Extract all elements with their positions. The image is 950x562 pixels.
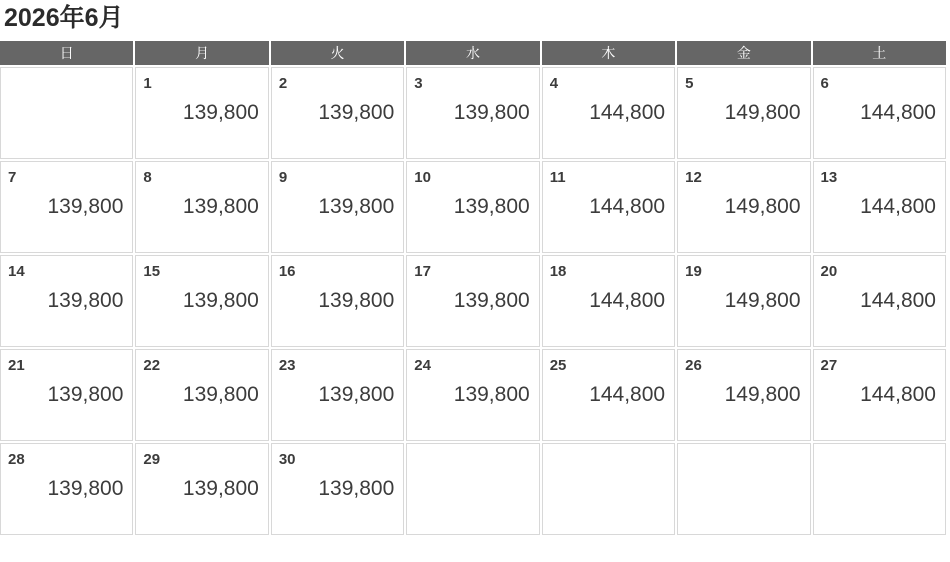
day-price: 139,800 xyxy=(47,195,124,218)
calendar-day-cell[interactable] xyxy=(813,349,946,441)
calendar-day-cell[interactable] xyxy=(271,443,404,535)
day-price: 144,800 xyxy=(860,101,936,124)
day-price: 139,800 xyxy=(318,289,395,312)
day-number: 27 xyxy=(820,357,838,374)
calendar-day-cell[interactable] xyxy=(0,443,133,535)
day-price: 139,800 xyxy=(182,477,259,500)
day-number: 22 xyxy=(143,357,161,374)
weekday-header-row xyxy=(0,41,946,65)
day-number: 8 xyxy=(143,169,152,186)
day-price: 149,800 xyxy=(724,195,801,218)
day-price: 139,800 xyxy=(318,477,395,500)
day-number: 29 xyxy=(143,451,161,468)
day-price: 149,800 xyxy=(724,101,801,124)
calendar-day-cell[interactable] xyxy=(271,161,404,253)
day-number: 9 xyxy=(278,169,288,186)
calendar-day-cell[interactable] xyxy=(135,255,268,347)
calendar-day-cell[interactable] xyxy=(271,349,404,441)
day-number: 24 xyxy=(414,357,431,374)
day-number: 19 xyxy=(685,263,702,280)
weekday-header-sat: 土 xyxy=(813,41,946,65)
calendar-day-cell[interactable] xyxy=(271,67,404,159)
calendar-cell-empty xyxy=(0,67,133,159)
day-number: 11 xyxy=(549,169,566,186)
day-number: 13 xyxy=(820,169,838,186)
calendar-day-cell[interactable] xyxy=(542,67,675,159)
page-title: 2026年6月 xyxy=(4,4,124,32)
day-price: 139,800 xyxy=(318,383,395,406)
day-price: 139,800 xyxy=(182,101,259,124)
day-number: 2 xyxy=(278,75,288,92)
calendar-day-cell[interactable] xyxy=(0,349,133,441)
day-price: 139,800 xyxy=(182,383,259,406)
day-price: 144,800 xyxy=(860,289,936,312)
calendar-week-row xyxy=(0,161,946,253)
calendar-day-cell[interactable] xyxy=(813,67,946,159)
day-price: 144,800 xyxy=(589,101,666,124)
day-price: 144,800 xyxy=(860,383,936,406)
calendar-body xyxy=(0,67,946,535)
day-number: 17 xyxy=(414,263,431,280)
day-number: 23 xyxy=(278,357,296,374)
calendar-header-row xyxy=(0,41,946,65)
day-price: 149,800 xyxy=(724,383,801,406)
weekday-header-sun: 日 xyxy=(0,41,133,65)
calendar-cell-empty xyxy=(406,443,539,535)
calendar-week-row xyxy=(0,67,946,159)
calendar-day-cell[interactable] xyxy=(406,349,539,441)
day-number: 25 xyxy=(549,357,567,374)
day-price: 139,800 xyxy=(318,195,395,218)
calendar-week-row xyxy=(0,255,946,347)
calendar-week-row xyxy=(0,443,946,535)
calendar-day-cell[interactable] xyxy=(135,161,268,253)
weekday-header-mon: 月 xyxy=(135,41,268,65)
day-number: 1 xyxy=(143,75,152,92)
day-price: 139,800 xyxy=(453,195,530,218)
day-number: 18 xyxy=(549,263,567,280)
calendar-day-cell[interactable] xyxy=(406,161,539,253)
calendar-day-cell[interactable] xyxy=(0,255,133,347)
weekday-header-tue: 火 xyxy=(271,41,404,65)
day-number: 12 xyxy=(685,169,702,186)
weekday-header-wed: 水 xyxy=(406,41,539,65)
day-price: 139,800 xyxy=(47,477,124,500)
calendar-cell-empty xyxy=(542,443,675,535)
day-price: 144,800 xyxy=(589,195,666,218)
day-price: 139,800 xyxy=(453,383,530,406)
day-price: 139,800 xyxy=(453,101,530,124)
day-number: 4 xyxy=(549,75,559,92)
day-number: 15 xyxy=(143,263,161,280)
calendar-cell-empty xyxy=(677,443,810,535)
calendar-day-cell[interactable] xyxy=(271,255,404,347)
day-price: 139,800 xyxy=(182,195,259,218)
calendar-week-row xyxy=(0,349,946,441)
weekday-header-thu: 木 xyxy=(542,41,675,65)
calendar-day-cell[interactable] xyxy=(542,255,675,347)
day-number: 10 xyxy=(414,169,431,186)
calendar-day-cell[interactable] xyxy=(813,255,946,347)
calendar-day-cell[interactable] xyxy=(0,161,133,253)
day-price: 139,800 xyxy=(453,289,530,312)
day-number: 6 xyxy=(820,75,829,92)
day-number: 21 xyxy=(8,357,25,374)
calendar-day-cell[interactable] xyxy=(406,67,539,159)
calendar-day-cell[interactable] xyxy=(135,349,268,441)
day-number: 5 xyxy=(685,75,694,92)
weekday-header-fri: 金 xyxy=(677,41,810,65)
day-number: 26 xyxy=(685,357,702,374)
day-number: 14 xyxy=(8,263,25,280)
day-number: 30 xyxy=(278,451,296,468)
calendar-table xyxy=(0,39,948,537)
day-number: 3 xyxy=(414,75,423,92)
calendar-day-cell[interactable] xyxy=(677,255,810,347)
day-number: 7 xyxy=(8,169,17,186)
calendar-day-cell[interactable] xyxy=(677,161,810,253)
calendar-day-cell[interactable] xyxy=(135,67,268,159)
day-number: 16 xyxy=(278,263,296,280)
day-price: 144,800 xyxy=(860,195,936,218)
calendar-day-cell[interactable] xyxy=(406,255,539,347)
day-price: 139,800 xyxy=(182,289,259,312)
calendar-day-cell[interactable] xyxy=(677,349,810,441)
day-number: 28 xyxy=(8,451,25,468)
day-price: 144,800 xyxy=(589,289,666,312)
day-price: 144,800 xyxy=(589,383,666,406)
day-price: 139,800 xyxy=(47,289,124,312)
calendar-day-cell[interactable] xyxy=(677,67,810,159)
calendar-day-cell[interactable] xyxy=(813,161,946,253)
day-price: 139,800 xyxy=(318,101,395,124)
day-price: 149,800 xyxy=(724,289,801,312)
day-price: 139,800 xyxy=(47,383,124,406)
calendar-day-cell[interactable] xyxy=(542,161,675,253)
calendar-day-cell[interactable] xyxy=(135,443,268,535)
calendar-cell-empty xyxy=(813,443,946,535)
day-number: 20 xyxy=(820,263,838,280)
calendar-day-cell[interactable] xyxy=(542,349,675,441)
